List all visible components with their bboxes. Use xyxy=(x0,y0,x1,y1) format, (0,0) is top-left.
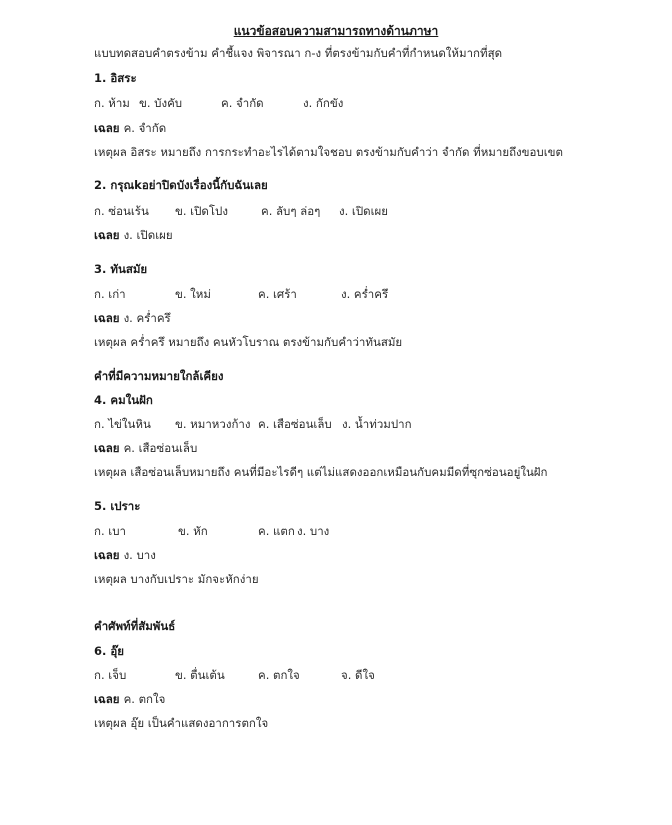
question-3-title: 3. ทันสมัย xyxy=(94,262,148,276)
question-5-options xyxy=(94,523,594,541)
question-3-options xyxy=(94,286,594,304)
option-c: ค. เสือซ่อนเล็บ xyxy=(258,417,332,431)
question-1-title: 1. อิสระ xyxy=(94,71,137,85)
option-d: ง. กักขัง xyxy=(303,96,344,110)
question-4-options xyxy=(94,416,594,434)
question-4-answer xyxy=(94,440,197,458)
document-title: แนวข้อสอบความสามารถทางด้านภาษา xyxy=(233,24,439,38)
question-5-reason: เหตุผล บางกับเปราะ มักจะหักง่าย xyxy=(94,572,259,586)
question-3-answer xyxy=(94,310,171,328)
question-3-reason: เหตุผล คร่ำครึ หมายถึง คนหัวโบราณ ตรงข้ามกับคำว่าทันสมัย xyxy=(94,335,403,349)
question-6-title: 6. อุ๊ย xyxy=(94,644,125,658)
option-a: ก. ห้าม xyxy=(94,96,130,110)
section-heading-related-vocabulary: คำศัพท์ที่สัมพันธ์ xyxy=(94,619,176,633)
answer-label: เฉลย xyxy=(94,441,120,455)
option-b: ข. เปิดโปง xyxy=(175,204,228,218)
question-2-options xyxy=(94,203,594,221)
question-4-title: 4. คมในฝัก xyxy=(94,393,153,407)
option-c: ค. ตกใจ xyxy=(258,668,300,682)
option-b: ข. หมาหวงก้าง xyxy=(175,417,251,431)
option-d: ง. น้ำท่วมปาก xyxy=(342,417,412,431)
question-6-reason: เหตุผล อุ๊ย เป็นคำแสดงอาการตกใจ xyxy=(94,716,269,730)
option-b: ข. บังคับ xyxy=(139,96,183,110)
option-a: ก. ซ่อนเร้น xyxy=(94,204,149,218)
answer-label: เฉลย xyxy=(94,548,120,562)
section-heading-similar-meaning: คำที่มีความหมายใกล้เคียง xyxy=(94,369,224,383)
option-d: ง. คร่ำครึ xyxy=(341,287,389,301)
option-b: ข. ใหม่ xyxy=(175,287,211,301)
answer-value: ค. จำกัด xyxy=(123,121,167,135)
option-d: จ. ดีใจ xyxy=(341,668,375,682)
option-d: ง. บาง xyxy=(297,524,330,538)
answer-label: เฉลย xyxy=(94,692,120,706)
option-c: ค. เศร้า xyxy=(258,287,297,301)
answer-value: ง. เปิดเผย xyxy=(123,228,173,242)
option-b: ข. ตื่นเต้น xyxy=(175,668,225,682)
question-5-answer xyxy=(94,547,156,565)
answer-value: ค. ตกใจ xyxy=(123,692,166,706)
option-c: ค. แตก xyxy=(258,524,295,538)
question-5-title: 5. เปราะ xyxy=(94,499,141,513)
question-6-answer xyxy=(94,691,165,709)
question-1-options xyxy=(94,95,594,113)
option-a: ก. เก่า xyxy=(94,287,126,301)
answer-label: เฉลย xyxy=(94,228,120,242)
option-a: ก. เบา xyxy=(94,524,126,538)
question-1-reason: เหตุผล อิสระ หมายถึง การกระทำอะไรได้ตามใจชอบ ตรงข้ามกับคำว่า จำกัด ที่หมายถึงขอบเขต xyxy=(94,145,563,159)
option-a: ก. เจ็บ xyxy=(94,668,127,682)
question-2-title: 2. กรุณkอย่าปิดบังเรื่องนี้กับฉันเลย xyxy=(94,178,268,192)
option-c: ค. ลับๆ ล่อๆ xyxy=(261,204,321,218)
answer-value: ค. เสือซ่อนเล็บ xyxy=(123,441,198,455)
question-6-options xyxy=(94,667,594,685)
instruction-text: แบบทดสอบคำตรงข้าม คำชี้แจง พิจารณา ก-ง ที่ตรงข้ามกับคำที่กำหนดให้มากที่สุด xyxy=(94,46,503,60)
answer-label: เฉลย xyxy=(94,121,120,135)
question-1-answer xyxy=(94,120,166,138)
option-a: ก. ไข่ในหิน xyxy=(94,417,151,431)
option-b: ข. หัก xyxy=(178,524,208,538)
question-4-reason: เหตุผล เสือซ่อนเล็บหมายถึง คนที่มีอะไรดีๆ แต่ไม่แสดงออกเหมือนกับคมมีดที่ซุกซ่อนอยู่ในฝัก xyxy=(94,465,548,479)
question-2-answer xyxy=(94,227,173,245)
answer-label: เฉลย xyxy=(94,311,120,325)
option-c: ค. จำกัด xyxy=(221,96,264,110)
answer-value: ง. คร่ำครึ xyxy=(123,311,171,325)
option-d: ง. เปิดเผย xyxy=(339,204,389,218)
answer-value: ง. บาง xyxy=(123,548,156,562)
